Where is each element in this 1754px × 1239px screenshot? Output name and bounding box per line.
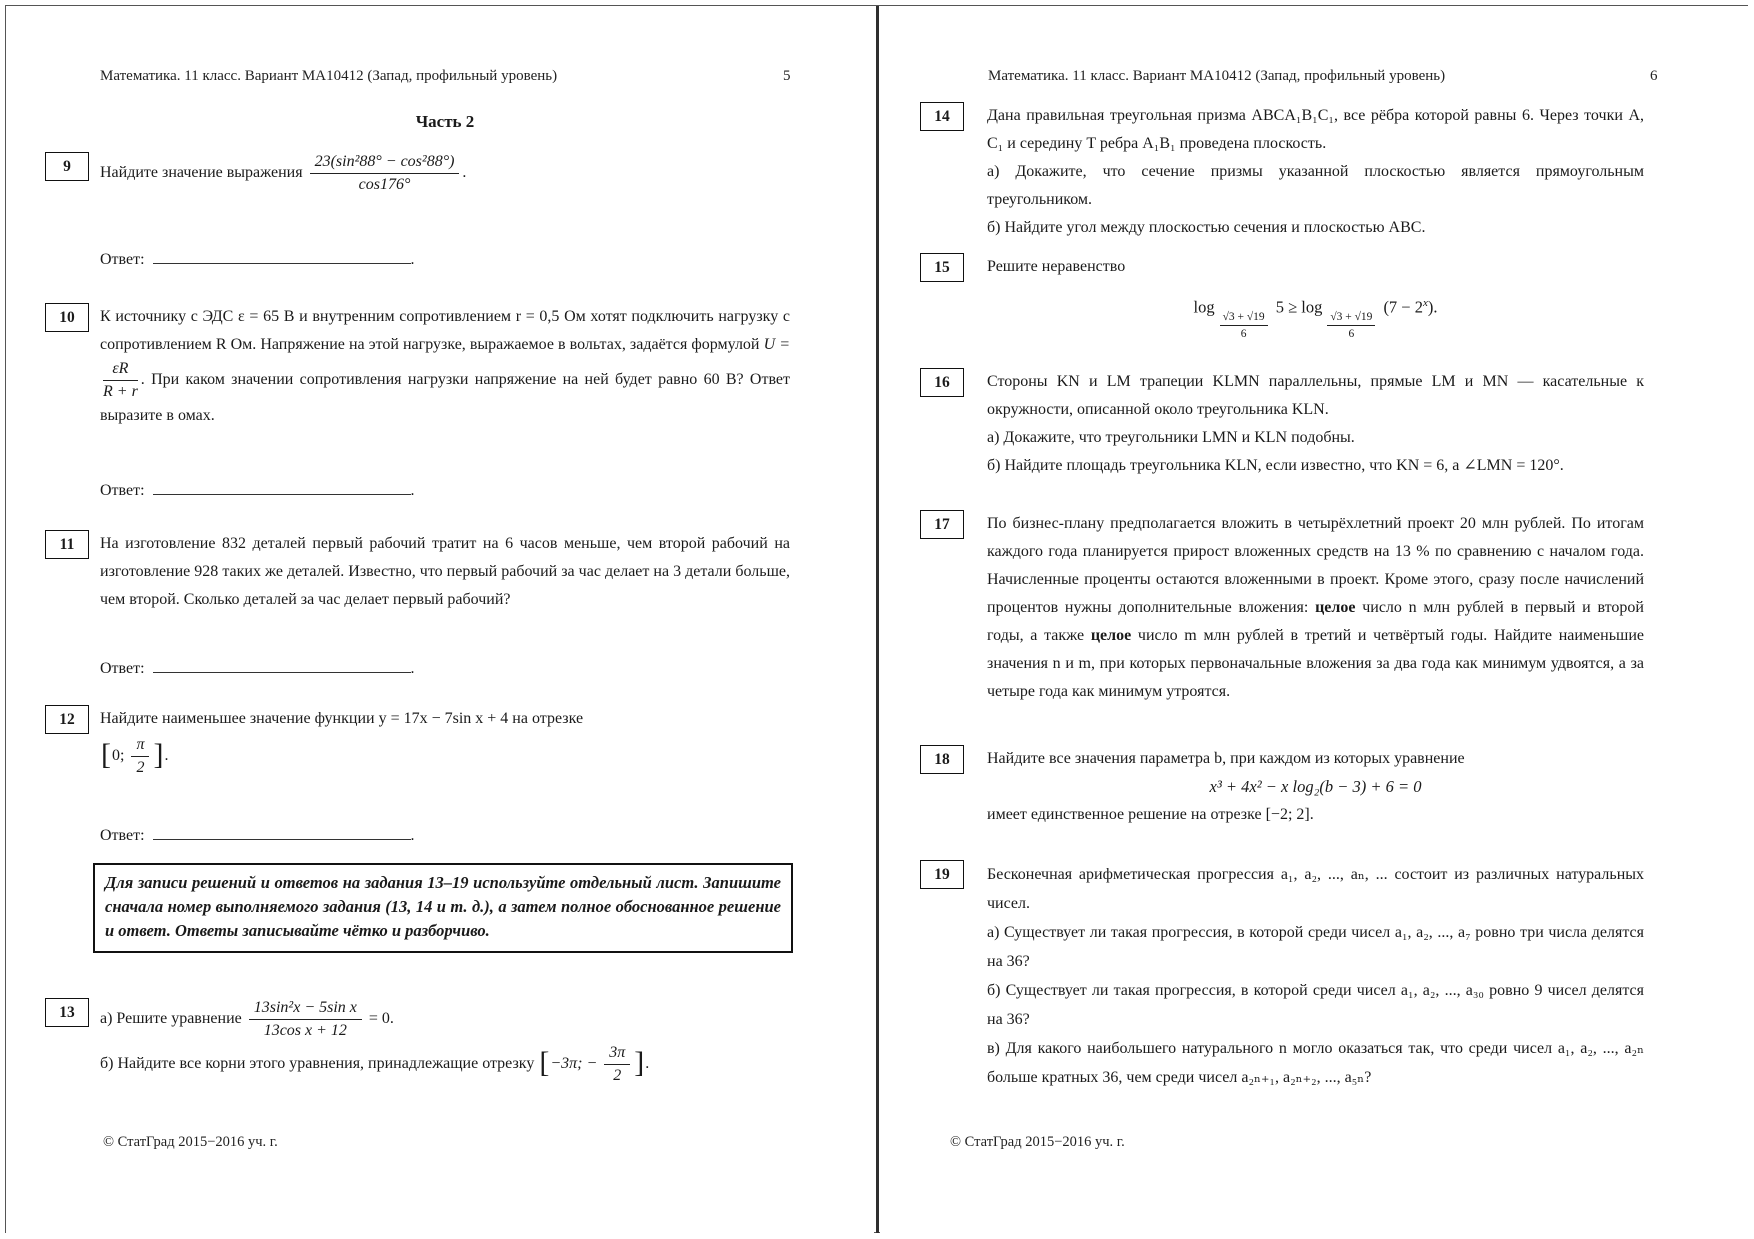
problem-18-formula: x³ + 4x² − x log₂(b − 3) + 6 = 0 [1209,777,1422,796]
problem-16 [920,368,1647,480]
fraction [1324,310,1378,341]
problem-11 [45,530,792,614]
inequality-middle: 5 ≥ log [1275,297,1323,317]
problem-9-text [100,152,790,195]
punctuation: . [410,482,415,499]
answer-blank-line [153,658,411,673]
footer-copyright: © СтатГрад 2015−2016 уч. г. [103,1134,278,1150]
bracket-open: [ [101,737,111,771]
problem-17-t3: число m млн рублей в третий и четвёртый годы. Найдите наименьшие значения n и m, при которых первоначальные вложения за два года как минимум удвоятся, а за четыре года как минимум утроятся. [987,627,1645,700]
numerator: 13sin²x − 5sin x [249,998,362,1020]
denominator: 2 [613,1067,622,1084]
problem-12-text1: Найдите наименьшее значение функции y = 17x − 7sin x + 4 на отрезке [100,710,584,727]
problem-9 [45,152,792,195]
punctuation: . [410,251,415,268]
numerator: √3 + √19 [1220,310,1268,325]
answer-row-11 [100,658,415,678]
problem-9-number: 9 [45,152,89,181]
punctuation: . [410,660,415,677]
problem-10-text1: К источнику с ЭДС ε = 65 В и внутренним сопротивлением r = 0,5 Ом хотят подключить нагрузку с сопротивлением R Ом. Напряжение на этой нагрузке, выражаемое в вольтах, задаётся формулой [100,308,790,353]
numerator: 23(sin²88° − cos²88°) [310,152,460,174]
problem-10-text2: . При каком значении сопротивления нагрузки напряжение на ней будет равно 60 В? Ответ выразите в омах. [100,371,790,424]
answer-row-10 [100,480,415,500]
answer-row-12 [100,825,415,845]
fraction [1217,310,1271,341]
denominator: R + r [103,383,138,400]
log-operator: log [1193,297,1215,317]
problem-13-number: 13 [45,998,89,1027]
bold-word: целое [1315,599,1356,616]
problem-18-number: 18 [920,745,964,774]
problem-17-t1: По бизнес-плану предполагается вложить в четырёхлетний проект 20 млн рублей. По итогам каждого года планируется прирост вложенных средств на 13 % по сравнению с началом года. Начисленные проценты остаются вложенными в проект. Кроме этого, сразу после начислений процентов нужны дополнительные вложения: [987,515,1644,616]
fraction [246,998,365,1041]
problem-14-text [987,102,1644,242]
problem-13-text [100,998,790,1086]
header-title: Математика. 11 класс. Вариант МА10412 (Запад, профильный уровень) [100,68,558,84]
expression-open: (7 − 2 [1383,297,1423,317]
problem-19-item-v: в) Для какого наибольшего натурального n могло оказаться так, что среди чисел a₁, a₂, ..., a₂ₙ больше кратных 36, чем среди чисел a₂ₙ₊₁, a₂ₙ₊₂, ..., a₅ₙ? [987,1040,1644,1086]
item-b-text: б) Найдите все корни этого уравнения, принадлежащие отрезку [100,1055,539,1073]
problem-15 [920,253,1647,341]
log-base [1217,310,1271,341]
problem-19-text [987,860,1644,1092]
problem-13 [45,998,792,1086]
fraction [128,735,152,778]
problem-11-text: На изготовление 832 деталей первый рабочий тратит на 6 часов меньше, чем второй рабочий на изготовление 928 таких же деталей. Известно, что первый рабочий за час делает на 3 детали больше, чем второй. Сколько деталей за час делает первый рабочий? [100,535,790,608]
denominator: 13cos x + 12 [263,1022,347,1039]
answer-blank-line [153,825,411,840]
page-number: 5 [783,68,791,84]
problem-12-interval [100,735,790,778]
log-base [1324,310,1378,341]
formula-lhs: U = [763,336,790,353]
problem-18-text [987,745,1644,829]
problem-18-outro: имеет единственное решение на отрезке [−2; 2]. [987,806,1314,823]
problem-16-text [987,368,1644,480]
notice-box: Для записи решений и ответов на задания 13–19 используйте отдельный лист. Запишите сначала номер выполняемого задания (13, 14 и т. д.), а затем полное обоснованное решение и ответ. Ответы записывайте чётко и разборчиво. [93,863,793,953]
punctuation: . [462,164,467,182]
fraction [307,152,463,195]
answer-label: Ответ: [100,482,145,499]
denominator: cos176° [358,176,411,193]
footer-copyright: © СтатГрад 2015−2016 уч. г. [950,1134,1125,1150]
problem-13-item-b [100,1043,790,1086]
expression-close: ). [1427,297,1438,317]
problem-17 [920,510,1647,706]
problem-14 [920,102,1647,242]
punctuation: . [645,1055,650,1073]
problem-18 [920,745,1647,829]
problem-10-text [100,303,790,430]
page-left [6,6,874,1233]
problem-19-item-a: а) Существует ли такая прогрессия, в которой среди чисел a₁, a₂, ..., a₇ ровно три числа делятся на 36? [987,924,1644,970]
punctuation: . [410,827,415,844]
interval-start: −3π; − [550,1055,602,1073]
problem-19 [920,860,1647,1092]
problem-11-number: 11 [45,530,89,559]
answer-row-9 [100,249,415,269]
answer-blank-line [153,480,411,495]
problem-17-number: 17 [920,510,964,539]
item-a-text: а) Решите уравнение [100,1010,246,1028]
numerator: √3 + √19 [1327,310,1375,325]
bracket-close: ] [634,1045,645,1079]
part-heading: Часть 2 [415,112,475,131]
problem-17-text [987,510,1644,706]
denominator: 2 [136,759,145,776]
exponent: x [1423,297,1428,309]
equation-rhs: = 0. [364,1010,394,1028]
bracket-open: [ [539,1045,550,1079]
problem-15-text [987,253,1644,341]
problem-19-number: 19 [920,860,964,889]
problem-15-intro: Решите неравенство [987,258,1126,275]
problem-18-intro: Найдите все значения параметра b, при каждом из которых уравнение [987,750,1465,767]
interval-start: 0; [112,747,129,765]
denominator: 6 [1348,327,1355,340]
problem-12 [45,705,792,778]
answer-label: Ответ: [100,660,145,677]
problem-12-number: 12 [45,705,89,734]
punctuation: . [164,747,169,765]
header-title: Математика. 11 класс. Вариант МА10412 (Запад, профильный уровень) [988,68,1446,84]
fraction [601,1043,633,1086]
problem-19-item-b: б) Существует ли такая прогрессия, в которой среди чисел a₁, a₂, ..., a₃₀ ровно 9 чисел делятся на 36? [987,982,1644,1028]
page-right [880,6,1748,1233]
problem-10 [45,303,792,430]
problem-13-item-a [100,998,790,1041]
fraction [100,359,141,402]
bold-word: целое [1090,627,1132,644]
page-number: 6 [1650,68,1658,84]
problem-15-formula [987,289,1644,341]
problem-12-text [100,705,790,778]
problem-14-number: 14 [920,102,964,131]
problem-19-line1: Бесконечная арифметическая прогрессия a₁, a₂, ..., aₙ, ... состоит из различных натуральных чисел. [987,866,1644,912]
problem-9-intro: Найдите значение выражения [100,164,307,182]
problem-14-item-b: б) Найдите угол между плоскостью сечения и плоскостью ABC. [987,219,1426,236]
problem-16-item-b: б) Найдите площадь треугольника KLN, если известно, что KN = 6, а ∠LMN = 120°. [987,457,1564,474]
problem-16-line1: Стороны KN и LM трапеции KLMN параллельны, прямые LM и MN — касательные к окружности, описанной около треугольника KLN. [987,373,1644,418]
problem-17-t2: число n млн рублей в первый и второй годы, а также [987,599,1644,644]
answer-blank-line [153,249,411,264]
answer-label: Ответ: [100,251,145,268]
problem-14-item-a: а) Докажите, что сечение призмы указанной плоскостью является прямоугольным треугольником. [987,163,1644,208]
numerator: π [131,735,149,757]
problem-16-item-a: а) Докажите, что треугольники LMN и KLN подобны. [987,429,1355,446]
denominator: 6 [1240,327,1247,340]
problem-15-number: 15 [920,253,964,282]
problem-10-number: 10 [45,303,89,332]
bracket-close: ] [153,737,164,771]
numerator: 3π [604,1043,630,1065]
answer-label: Ответ: [100,827,145,844]
problem-16-number: 16 [920,368,964,397]
problem-14-line1: Дана правильная треугольная призма ABCA₁B₁C₁, все рёбра которой равны 6. Через точки A, C₁ и середину T ребра A₁B₁ проведена плоскость. [987,107,1644,152]
numerator: εR [103,359,138,381]
page-divider [876,6,879,1233]
